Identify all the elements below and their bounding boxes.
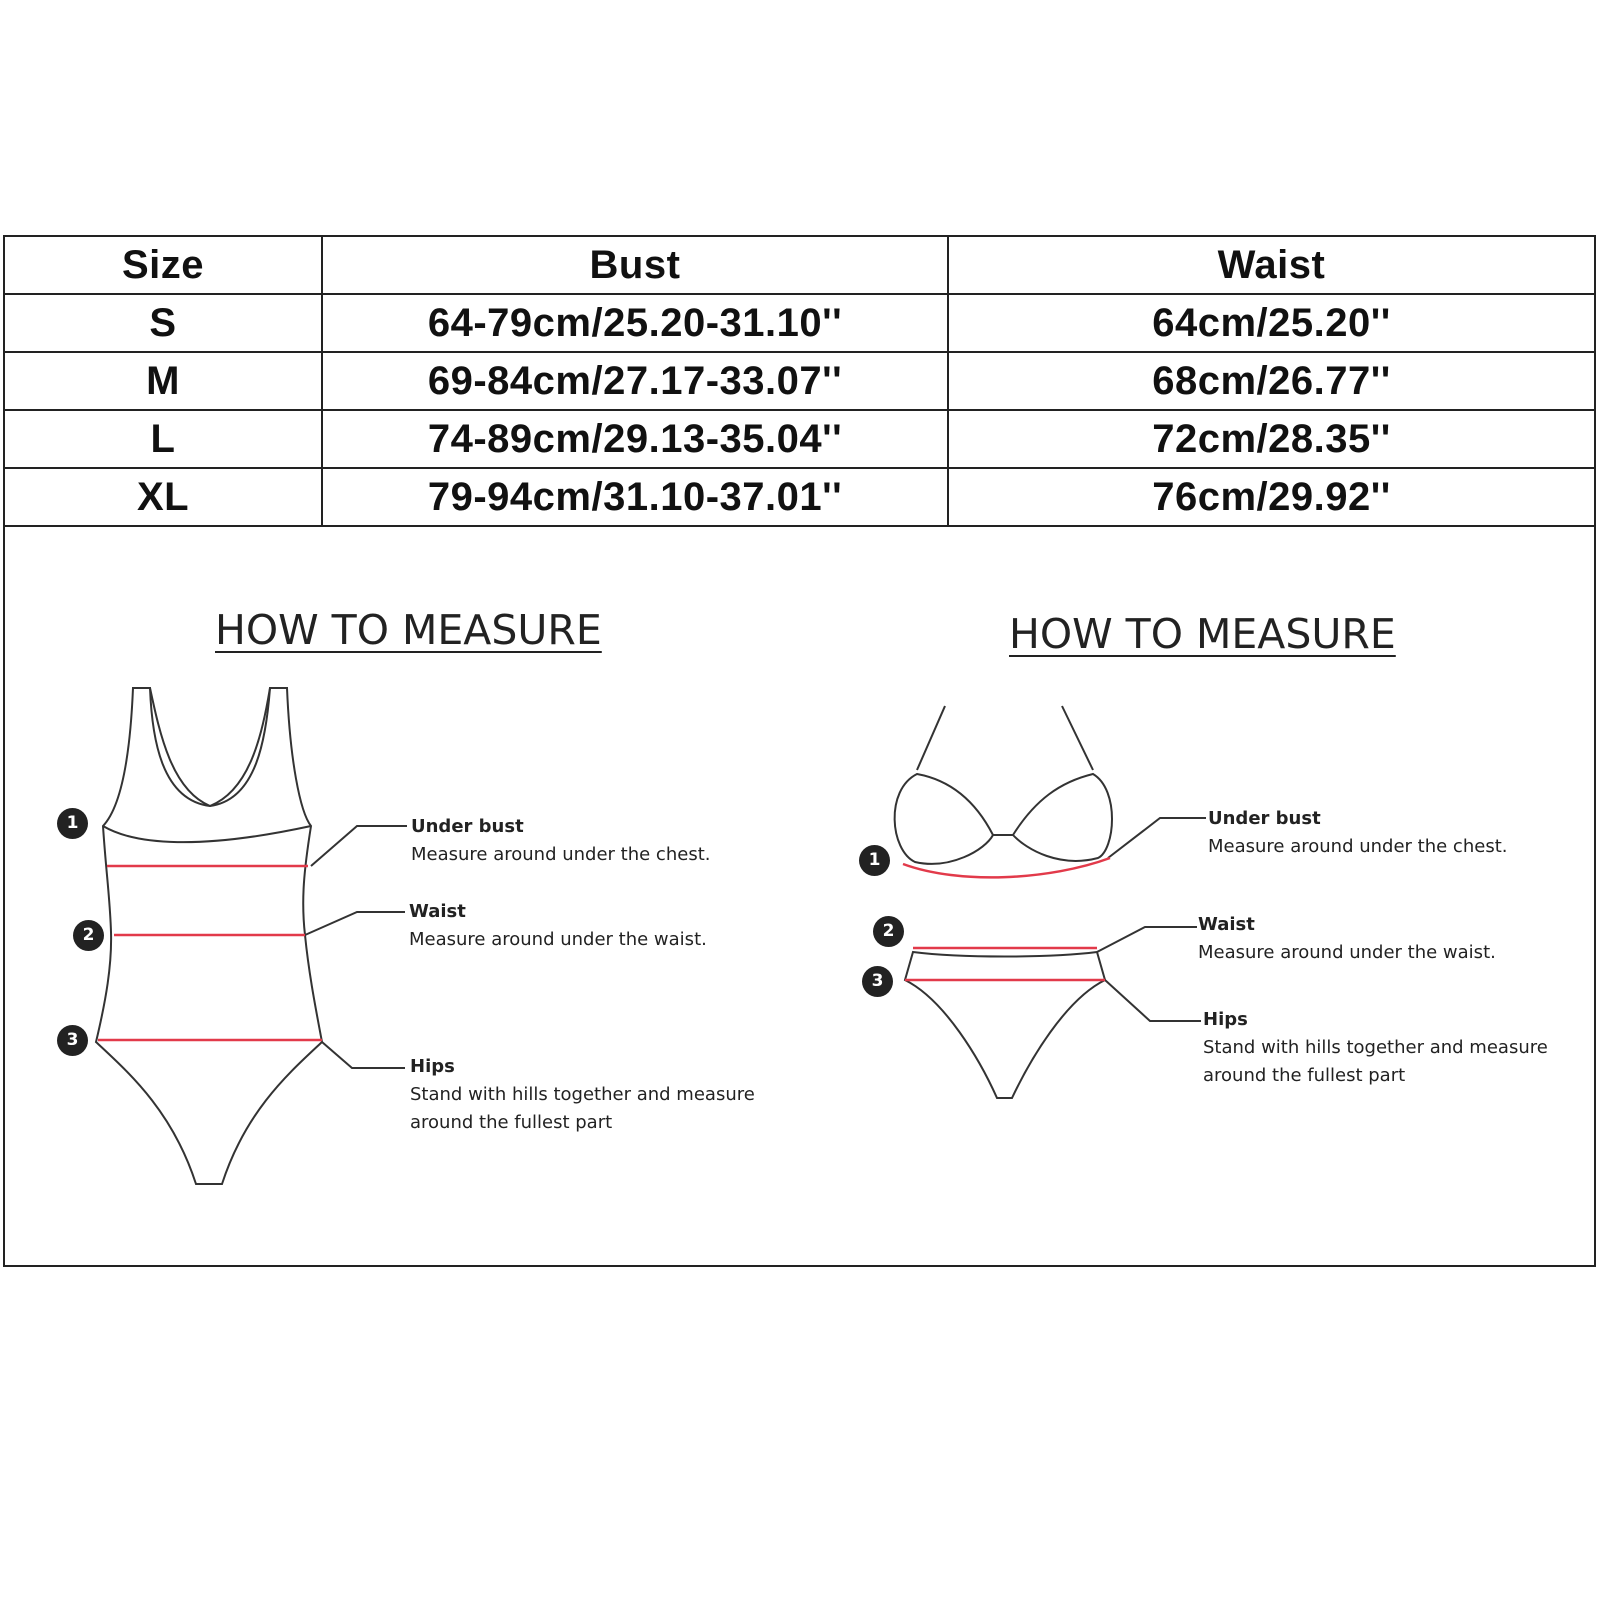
- bust-cell: 69-84cm/27.17-33.07'': [322, 352, 948, 410]
- hips-desc-line-1: Stand with hills together and measure: [1203, 1037, 1548, 1058]
- size-cell: S: [4, 294, 322, 352]
- waist-cell: 68cm/26.77'': [948, 352, 1595, 410]
- bikini-waist-label: [1198, 911, 1496, 967]
- step-1-badge: 1: [57, 808, 88, 839]
- step-3-badge: 3: [862, 966, 893, 997]
- hips-desc-line-2: around the fullest part: [410, 1112, 613, 1133]
- bikini-hips-label: [1203, 1006, 1548, 1090]
- underbust-title: Under bust: [411, 816, 524, 837]
- hips-desc-line-1: Stand with hills together and measure: [410, 1084, 755, 1105]
- waist-cell: 64cm/25.20'': [948, 294, 1595, 352]
- waist-desc: Measure around under the waist.: [1198, 942, 1496, 963]
- step-1-badge: 1: [859, 845, 890, 876]
- waist-title: Waist: [1198, 914, 1255, 935]
- underbust-title: Under bust: [1208, 808, 1321, 829]
- bust-cell: 79-94cm/31.10-37.01'': [322, 468, 948, 526]
- hips-desc-line-2: around the fullest part: [1203, 1065, 1406, 1086]
- step-2-badge: 2: [873, 916, 904, 947]
- hips-title: Hips: [410, 1056, 455, 1077]
- how-to-measure-title-onepiece: HOW TO MEASURE: [215, 606, 602, 654]
- size-cell: XL: [4, 468, 322, 526]
- waist-cell: 76cm/29.92'': [948, 468, 1595, 526]
- how-to-measure-title-bikini: HOW TO MEASURE: [1009, 610, 1396, 658]
- step-2-badge: 2: [73, 920, 104, 951]
- underbust-desc: Measure around under the chest.: [411, 844, 711, 865]
- bikini-underbust-label: [1208, 805, 1507, 861]
- hips-title: Hips: [1203, 1009, 1248, 1030]
- size-cell: M: [4, 352, 322, 410]
- bust-cell: 74-89cm/29.13-35.04'': [322, 410, 948, 468]
- step-3-badge: 3: [57, 1025, 88, 1056]
- waist-cell: 72cm/28.35'': [948, 410, 1595, 468]
- waist-title: Waist: [409, 901, 466, 922]
- header-waist: Waist: [948, 236, 1595, 294]
- header-size: Size: [4, 236, 322, 294]
- bust-cell: 64-79cm/25.20-31.10'': [322, 294, 948, 352]
- underbust-desc: Measure around under the chest.: [1208, 836, 1508, 857]
- size-cell: L: [4, 410, 322, 468]
- waist-desc: Measure around under the waist.: [409, 929, 707, 950]
- header-bust: Bust: [322, 236, 948, 294]
